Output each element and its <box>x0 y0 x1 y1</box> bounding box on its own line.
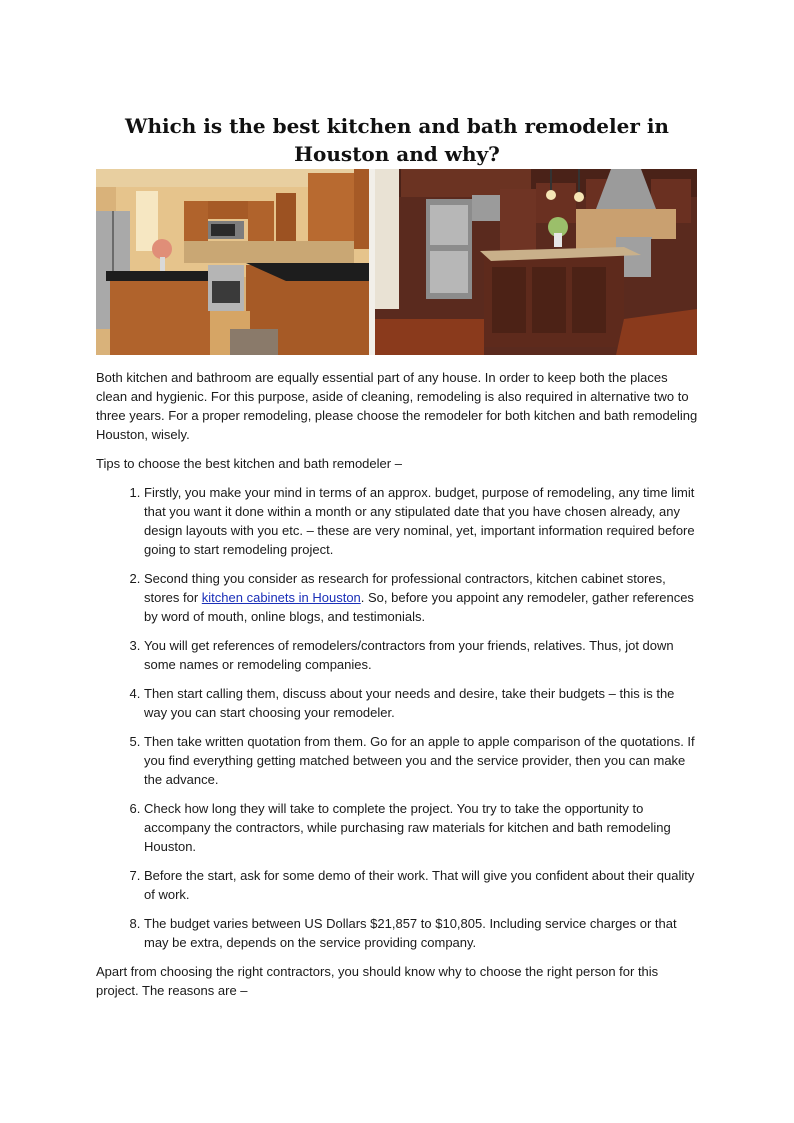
kitchen-cabinets-link[interactable]: kitchen cabinets in Houston <box>201 590 361 605</box>
intro-paragraph: Both kitchen and bathroom are equally essential part of any house. In order to keep both the places clean and hygienic. For this purpose, aside of cleaning, remodeling is also required in alternative two to three years. For a proper remodeling, please choose the remodeler for both kitchen and bath remodeling Houston, wisely. <box>96 370 698 442</box>
list-item: 6. Check how long they will take to complete the project. You try to take the opportunity to accompany the contractors, while purchasing raw materials for kitchen and bath remodeling Houston. <box>144 799 701 856</box>
tips-heading: Tips to choose the best kitchen and bath remodeler – <box>96 456 402 471</box>
list-item: 8. The budget varies between US Dollars $21,857 to $10,805. Including service charges or that may be extra, depends on the service providing company. <box>144 914 701 952</box>
tips-list <box>96 483 701 952</box>
page-title: Which is the best kitchen and bath remodeler in Houston and why? <box>125 114 669 166</box>
list-item <box>144 569 701 626</box>
article-body <box>96 368 701 1010</box>
list-item-text: Second thing you consider as research for professional contractors, kitchen cabinet stores, stores for <box>144 571 666 605</box>
list-item: 3. You will get references of remodelers/contractors from your friends, relatives. Thus, jot down some names or remodeling companies. <box>144 636 701 674</box>
list-item: 1. Firstly, you make your mind in terms of an approx. budget, purpose of remodeling, any time limit that you want it done within a month or any stipulated date that you have chosen already, any design layouts with you etc. – these are very nominal, yet, important information required before going to start remodeling project. <box>144 483 701 559</box>
list-item: 5. Then take written quotation from them. Go for an apple to apple comparison of the quotations. If you find everything getting matched between you and the service provider, then you can make the advance. <box>144 732 701 789</box>
list-item: 4. Then start calling them, discuss about your needs and desire, take their budgets – this is the way you can start choosing your remodeler. <box>144 684 701 722</box>
list-item: 7. Before the start, ask for some demo of their work. That will give you confident about their quality of work. <box>144 866 701 904</box>
kitchen-photo <box>96 169 697 355</box>
list-item-text: . So, before you appoint any remodeler, gather references by word of mouth, online blogs, and testimonials. <box>144 590 694 624</box>
closing-paragraph: Apart from choosing the right contractors, you should know why to choose the right person for this project. The reasons are – <box>96 964 659 998</box>
